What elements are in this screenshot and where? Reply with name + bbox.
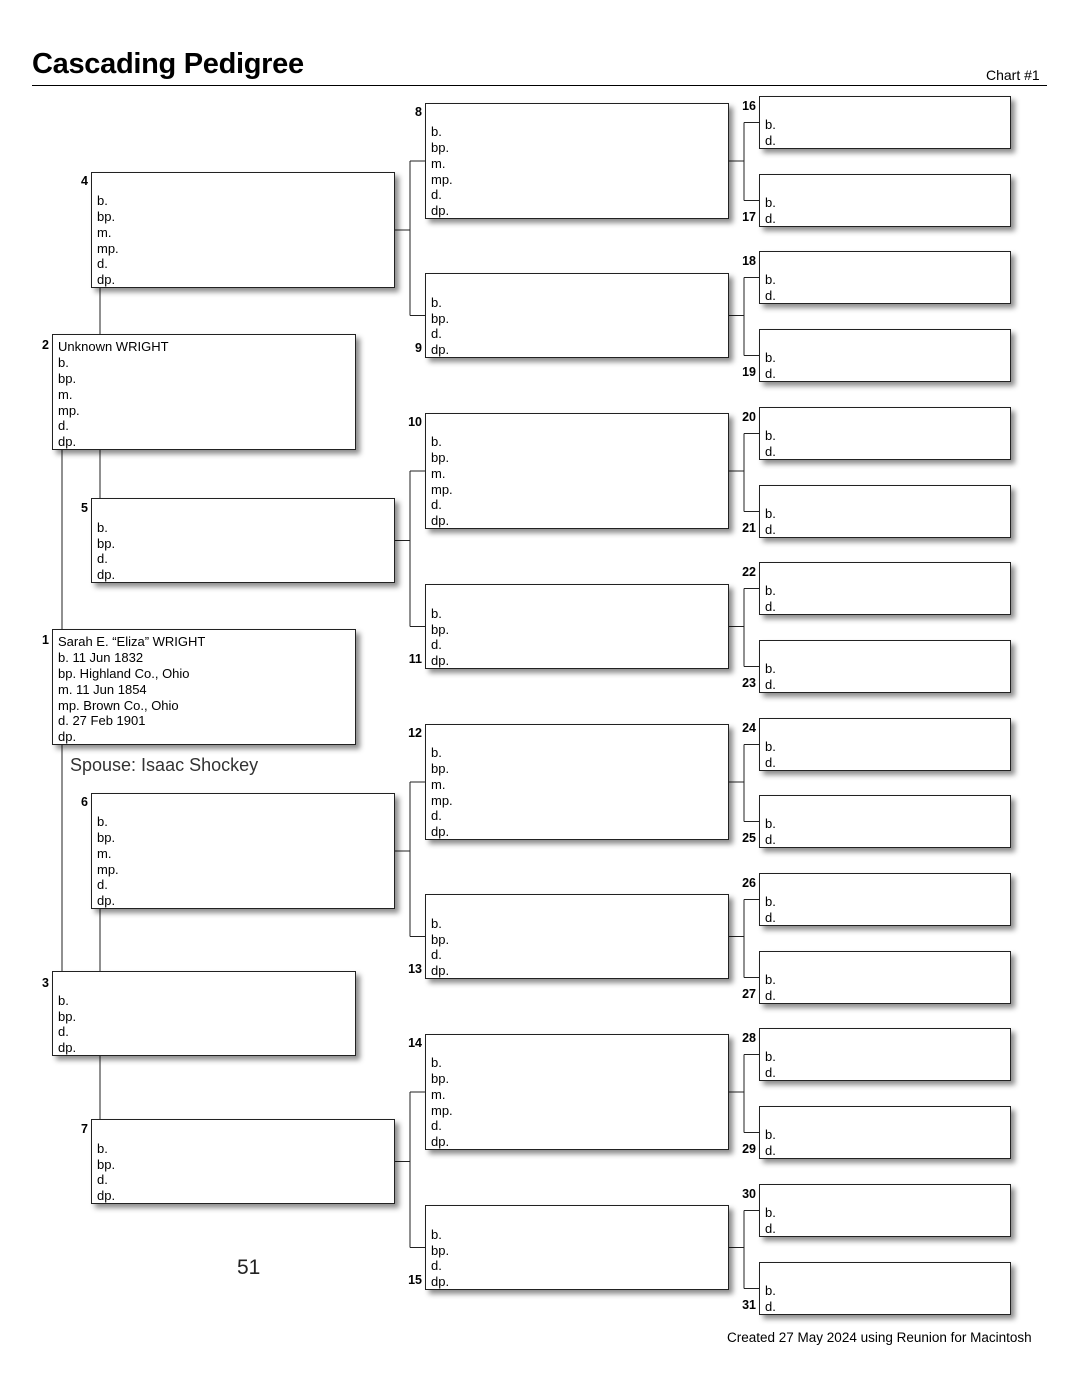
ancestor-number: 26 xyxy=(742,875,756,890)
person-field: dp. xyxy=(431,824,450,840)
person-field: d. xyxy=(431,1258,442,1274)
person-field: d. xyxy=(431,808,442,824)
person-field: b. xyxy=(765,739,776,755)
person-box-17 xyxy=(759,174,1011,227)
person-field: dp. xyxy=(58,729,77,745)
person-field: d. xyxy=(431,326,442,342)
person-field: d. xyxy=(765,1299,776,1315)
person-field: dp. xyxy=(97,893,116,909)
person-name xyxy=(431,279,724,295)
person-name xyxy=(765,1112,1006,1128)
person-field: m. xyxy=(431,155,446,171)
person-name xyxy=(97,1125,390,1141)
person-field: d. xyxy=(97,551,108,567)
person-field: m. xyxy=(97,845,112,861)
person-details xyxy=(58,977,351,1056)
ancestor-number: 14 xyxy=(408,1036,422,1051)
person-field: dp. xyxy=(58,1040,77,1056)
person-field: b. xyxy=(765,1049,776,1065)
person-field: mp. xyxy=(97,861,119,877)
person-field: b. xyxy=(765,1283,776,1299)
ancestor-number: 20 xyxy=(742,409,756,424)
person-name xyxy=(97,798,390,814)
person-field: b. xyxy=(765,195,776,211)
person-details xyxy=(765,957,1006,1004)
person-name: Sarah E. “Eliza” WRIGHT xyxy=(58,634,206,650)
person-details xyxy=(431,418,724,529)
person-name xyxy=(765,335,1006,351)
person-field: bp. xyxy=(431,310,450,326)
person-field: d. xyxy=(765,755,776,771)
person-field: d. xyxy=(431,187,442,203)
person-details xyxy=(431,900,724,979)
person-name xyxy=(431,1039,724,1055)
person-field: b. xyxy=(765,661,776,677)
person-name xyxy=(765,724,1006,740)
person-field: mp. xyxy=(431,792,453,808)
person-name xyxy=(765,1268,1006,1284)
person-field: d. 27 Feb 1901 xyxy=(58,713,146,729)
person-field: dp. xyxy=(431,1134,450,1150)
person-name xyxy=(765,102,1006,118)
person-field: b. xyxy=(765,894,776,910)
person-name xyxy=(431,900,724,916)
person-field: b. xyxy=(431,1055,442,1071)
person-field: bp. xyxy=(431,449,450,465)
ancestor-number: 6 xyxy=(81,795,88,810)
person-field: dp. xyxy=(97,1188,116,1204)
person-field: d. xyxy=(431,1118,442,1134)
person-details xyxy=(765,180,1006,227)
ancestor-number: 27 xyxy=(742,987,756,1001)
person-field: d. xyxy=(765,832,776,848)
person-field: bp. xyxy=(431,1070,450,1086)
person-field: bp. xyxy=(97,535,116,551)
person-box-12 xyxy=(425,724,729,840)
person-box-31 xyxy=(759,1262,1011,1315)
footer-credit: Created 27 May 2024 using Reunion for Macintosh xyxy=(727,1330,1032,1345)
person-field: b. xyxy=(765,816,776,832)
person-name xyxy=(765,413,1006,429)
person-box-29 xyxy=(759,1106,1011,1159)
person-name xyxy=(765,646,1006,662)
person-details xyxy=(765,801,1006,848)
person-box-8 xyxy=(425,103,729,219)
ancestor-number: 7 xyxy=(81,1122,88,1136)
person-name xyxy=(765,957,1006,973)
person-field: bp. xyxy=(58,370,77,386)
person-field: d. xyxy=(97,877,108,893)
ancestor-number: 23 xyxy=(742,676,756,690)
person-field: d. xyxy=(58,418,69,434)
person-box-16 xyxy=(759,96,1011,149)
person-details xyxy=(765,491,1006,538)
person-field: b. xyxy=(765,1127,776,1143)
person-details xyxy=(431,1039,724,1150)
person-details xyxy=(765,335,1006,382)
person-details xyxy=(58,634,351,745)
ancestor-number: 31 xyxy=(742,1298,756,1312)
ancestor-number: 19 xyxy=(742,365,756,379)
person-name xyxy=(431,1211,724,1227)
ancestor-number: 1 xyxy=(42,633,49,648)
person-name xyxy=(765,180,1006,196)
person-field: dp. xyxy=(431,513,450,529)
person-field: b. xyxy=(765,428,776,444)
person-field: b. xyxy=(431,294,442,310)
header-rule xyxy=(32,85,1047,86)
person-field: b. xyxy=(765,350,776,366)
person-name: Unknown WRIGHT xyxy=(58,339,169,355)
ancestor-number: 16 xyxy=(742,98,756,113)
person-field: bp. xyxy=(431,931,450,947)
person-field: bp. xyxy=(97,829,116,845)
person-details xyxy=(765,646,1006,693)
person-box-28 xyxy=(759,1028,1011,1081)
ancestor-number: 8 xyxy=(415,105,422,120)
person-box-3 xyxy=(52,971,356,1056)
ancestor-number: 28 xyxy=(742,1030,756,1045)
person-box-30 xyxy=(759,1184,1011,1237)
person-field: bp. xyxy=(431,760,450,776)
person-name xyxy=(97,504,390,520)
person-field: d. xyxy=(765,1143,776,1159)
ancestor-number: 15 xyxy=(408,1273,422,1287)
person-field: d. xyxy=(765,988,776,1004)
person-field: bp. xyxy=(431,621,450,637)
person-field: b. xyxy=(97,519,108,535)
person-box-20 xyxy=(759,407,1011,460)
person-box-24 xyxy=(759,718,1011,771)
person-details xyxy=(765,568,1006,615)
person-field: d. xyxy=(765,133,776,149)
ancestor-number: 5 xyxy=(81,501,88,515)
person-name xyxy=(58,977,351,993)
page-title: Cascading Pedigree xyxy=(32,48,304,80)
person-field: d. xyxy=(765,288,776,304)
person-field: bp. xyxy=(97,1156,116,1172)
person-field: b. 11 Jun 1832 xyxy=(58,650,144,666)
person-field: b. xyxy=(765,972,776,988)
person-field: b. xyxy=(765,272,776,288)
person-field: m. xyxy=(431,776,446,792)
person-field: b. xyxy=(765,117,776,133)
person-box-10 xyxy=(425,413,729,529)
person-name xyxy=(765,568,1006,584)
person-field: mp. Brown Co., Ohio xyxy=(58,697,179,713)
person-field: b. xyxy=(765,506,776,522)
person-field: bp. xyxy=(58,1008,77,1024)
ancestor-number: 17 xyxy=(742,210,756,224)
person-field: dp. xyxy=(58,434,77,450)
spouse-label: Spouse: Isaac Shockey xyxy=(70,755,259,775)
ancestor-number: 13 xyxy=(408,962,422,976)
person-name xyxy=(765,491,1006,507)
person-details xyxy=(431,279,724,358)
person-field: b. xyxy=(58,355,69,371)
person-field: dp. xyxy=(97,272,116,288)
person-field: mp. xyxy=(58,402,80,418)
person-field: mp. xyxy=(431,171,453,187)
person-field: b. xyxy=(58,992,69,1008)
person-box-21 xyxy=(759,485,1011,538)
person-details xyxy=(431,729,724,840)
person-name xyxy=(765,1034,1006,1050)
person-field: m. xyxy=(58,386,73,402)
person-box-27 xyxy=(759,951,1011,1004)
person-box-11 xyxy=(425,584,729,669)
person-name xyxy=(431,729,724,745)
person-field: d. xyxy=(97,256,108,272)
person-field: b. xyxy=(431,434,442,450)
person-details xyxy=(765,413,1006,460)
person-field: d. xyxy=(765,677,776,693)
ancestor-number: 9 xyxy=(415,341,422,355)
person-details xyxy=(97,504,390,583)
person-box-23 xyxy=(759,640,1011,693)
person-field: bp. xyxy=(431,139,450,155)
person-field: mp. xyxy=(431,1102,453,1118)
person-details xyxy=(58,339,351,450)
ancestor-number: 21 xyxy=(742,521,756,535)
person-field: d. xyxy=(765,910,776,926)
person-box-5 xyxy=(91,498,395,583)
person-box-1 xyxy=(52,629,356,745)
ancestor-number: 24 xyxy=(742,720,756,735)
person-field: dp. xyxy=(431,1274,450,1290)
person-field: dp. xyxy=(431,653,450,669)
ancestor-number: 22 xyxy=(742,564,756,579)
person-name xyxy=(765,257,1006,273)
ancestor-number: 25 xyxy=(742,831,756,845)
person-box-18 xyxy=(759,251,1011,304)
person-field: mp. xyxy=(97,240,119,256)
person-field: d. xyxy=(765,211,776,227)
person-details xyxy=(765,724,1006,771)
person-name xyxy=(431,108,724,124)
person-details xyxy=(431,1211,724,1290)
person-field: m. xyxy=(97,224,112,240)
person-details xyxy=(765,1190,1006,1237)
person-details xyxy=(765,257,1006,304)
person-box-6 xyxy=(91,793,395,909)
person-field: d. xyxy=(765,522,776,538)
person-field: dp. xyxy=(431,203,450,219)
person-field: d. xyxy=(431,637,442,653)
person-field: m. xyxy=(431,465,446,481)
person-field: d. xyxy=(765,444,776,460)
person-box-26 xyxy=(759,873,1011,926)
person-box-15 xyxy=(425,1205,729,1290)
person-details xyxy=(765,1268,1006,1315)
person-details xyxy=(431,590,724,669)
person-box-7 xyxy=(91,1119,395,1204)
person-field: mp. xyxy=(431,481,453,497)
person-field: d. xyxy=(765,599,776,615)
person-field: m. xyxy=(431,1086,446,1102)
person-field: bp. xyxy=(431,1242,450,1258)
person-details xyxy=(97,798,390,909)
person-details xyxy=(765,879,1006,926)
person-details xyxy=(97,1125,390,1204)
person-field: b. xyxy=(431,1226,442,1242)
person-box-9 xyxy=(425,273,729,358)
ancestor-number: 2 xyxy=(42,338,49,353)
ancestor-number: 10 xyxy=(408,415,422,430)
person-field: d. xyxy=(431,947,442,963)
person-field: d. xyxy=(431,497,442,513)
person-field: d. xyxy=(97,1172,108,1188)
person-field: dp. xyxy=(97,567,116,583)
person-field: b. xyxy=(431,915,442,931)
ancestor-number: 29 xyxy=(742,1142,756,1156)
person-box-14 xyxy=(425,1034,729,1150)
person-name xyxy=(431,418,724,434)
page-number: 51 xyxy=(237,1256,261,1279)
person-field: b. xyxy=(765,1205,776,1221)
ancestor-number: 12 xyxy=(408,726,422,741)
person-field: b. xyxy=(97,1140,108,1156)
person-details xyxy=(765,1034,1006,1081)
person-field: b. xyxy=(765,583,776,599)
person-details xyxy=(431,108,724,219)
person-name xyxy=(765,1190,1006,1206)
person-details xyxy=(765,1112,1006,1159)
person-box-25 xyxy=(759,795,1011,848)
person-box-19 xyxy=(759,329,1011,382)
person-field: d. xyxy=(765,1221,776,1237)
chart-number: Chart #1 xyxy=(986,67,1040,83)
person-field: b. xyxy=(431,605,442,621)
person-box-13 xyxy=(425,894,729,979)
person-field: d. xyxy=(765,1065,776,1081)
ancestor-number: 3 xyxy=(42,976,49,990)
person-field: d. xyxy=(58,1024,69,1040)
person-field: d. xyxy=(765,366,776,382)
person-name xyxy=(765,879,1006,895)
ancestor-number: 11 xyxy=(408,652,422,666)
person-name xyxy=(765,801,1006,817)
person-field: dp. xyxy=(431,963,450,979)
person-field: b. xyxy=(431,124,442,140)
person-details xyxy=(765,102,1006,149)
person-name xyxy=(97,177,390,193)
person-field: b. xyxy=(97,193,108,209)
person-field: b. xyxy=(431,745,442,761)
ancestor-number: 18 xyxy=(742,253,756,268)
person-box-2 xyxy=(52,334,356,450)
person-field: b. xyxy=(97,814,108,830)
person-field: bp. xyxy=(97,208,116,224)
person-field: dp. xyxy=(431,342,450,358)
ancestor-number: 4 xyxy=(81,174,88,189)
person-field: m. 11 Jun 1854 xyxy=(58,681,147,697)
person-name xyxy=(431,590,724,606)
person-box-22 xyxy=(759,562,1011,615)
person-field: bp. Highland Co., Ohio xyxy=(58,665,190,681)
person-box-4 xyxy=(91,172,395,288)
person-details xyxy=(97,177,390,288)
ancestor-number: 30 xyxy=(742,1186,756,1201)
